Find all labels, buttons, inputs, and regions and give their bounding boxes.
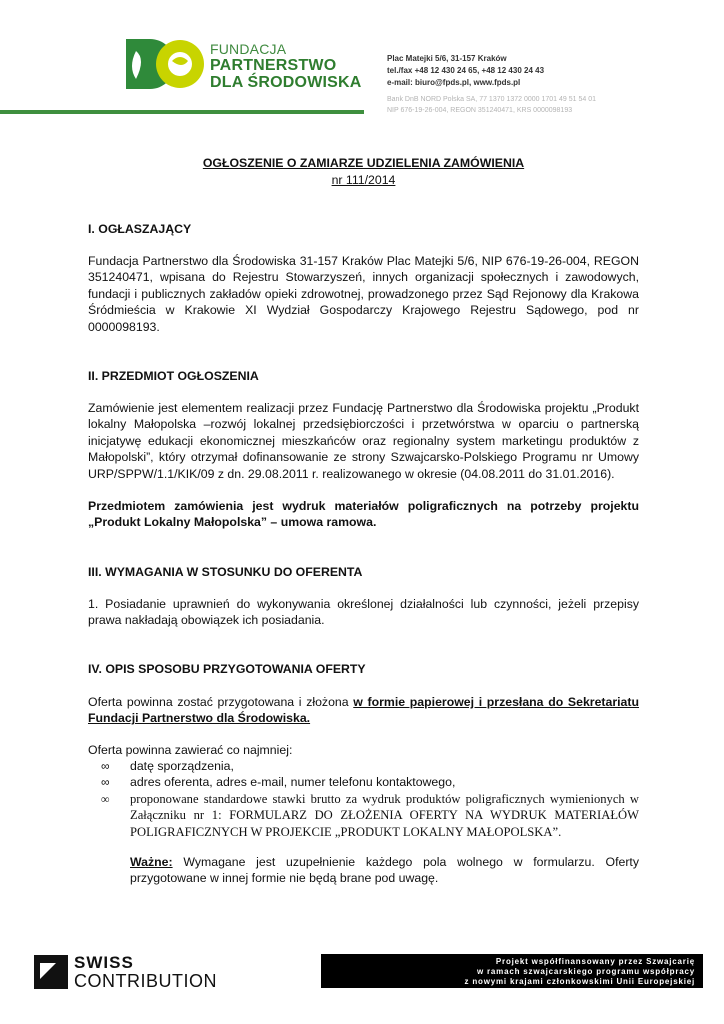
infinity-bullet-icon: ∞ (101, 775, 110, 790)
contact-address: Plac Matejki 5/6, 31-157 Kraków (387, 54, 507, 63)
section-text-offer-preparation (88, 694, 639, 727)
section-heading-announcer: I. OGŁASZAJĄCY (88, 222, 192, 236)
arrow-icon (34, 955, 68, 989)
foundation-logo-mark (124, 37, 206, 91)
section-text-announcer: Fundacja Partnerstwo dla Środowiska 31-157 Kraków Plac Matejki 5/6, NIP 676-19-26-004, REGON 351240471, wpisana do Rejestru Stowarzyszeń, innych organizacji społecznych i zawodowych, fundacji i publicznych zakładów opieki zdrowotnej, prowadzonego przez Sąd Rejonowy dla Krakowa Śródmieścia w Krakowie XI Wydział Gospodarczy Krajowego Rejestru Sądowego, pod nr 0000098193. (88, 254, 639, 334)
section-heading-subject: II. PRZEDMIOT OGŁOSZENIA (88, 369, 259, 383)
cofinancing-line-2: w ramach szwajcarskiego programu współpracy (476, 967, 695, 976)
document-title: OGŁOSZENIE O ZAMIARZE UDZIELENIA ZAMÓWIENIA (202, 156, 525, 170)
offer-contents-list (101, 758, 639, 840)
section-heading-requirements: III. WYMAGANIA W STOSUNKU DO OFERENTA (88, 565, 363, 579)
list-item: ∞ adres oferenta, adres e-mail, numer telefonu kontaktowego, (101, 775, 456, 790)
document-number (88, 172, 639, 188)
contact-email: e-mail: biuro@fpds.pl, www.fpds.pl (387, 78, 521, 87)
section-text-requirements: 1. Posiadanie uprawnień do wykonywania określonej działalności lub czynności, jeżeli przepisy prawa nakładają obowiązek ich posiadania. (88, 597, 639, 628)
important-note-text: Wymagane jest uzupełnienie każdego pola wolnego w formularzu. Oferty przygotowane w innej formie nie będą brane pod uwagę. (130, 855, 639, 886)
cofinancing-line-3: z nowymi krajami członkowskimi Unii Europejskiej (464, 977, 695, 986)
header-divider (0, 110, 364, 114)
org-name-line-2: PARTNERSTWO (210, 57, 337, 74)
offer-contents-intro: Oferta powinna zawierać co najmniej: (88, 743, 293, 757)
org-name-line-3: DLA ŚRODOWISKA (210, 74, 362, 91)
contact-phone: tel./fax +48 12 430 24 65, +48 12 430 24 43 (387, 66, 545, 75)
bank-account: Bank DnB NORD Polska SA, 77 1370 1372 0000 1701 49 51 54 01 (387, 96, 596, 103)
swiss-wordmark: SWISS (74, 953, 134, 972)
list-item: ∞ proponowane standardowe stawki brutto za wydruk produktów poligraficznych wymienionych w Załączniku nr 1: FORMULARZ DO ZŁOŻENIA OFERTY NA WYDRUK MATERIAŁÓW POLIGRAFICZNYCH W PROJEKCIE „PRODUKT LOKALNY MAŁOPOLSKA”. (101, 791, 639, 839)
org-name-line-1: FUNDACJA (210, 41, 287, 57)
section-heading-offer-preparation: IV. OPIS SPOSOBU PRZYGOTOWANIA OFERTY (88, 662, 366, 676)
list-item: ∞ datę sporządzenia, (101, 759, 234, 773)
important-note-label: Ważne: (130, 855, 173, 869)
offer-text-plain: Oferta powinna zostać przygotowana i złożona (88, 695, 354, 709)
important-note (130, 854, 639, 887)
document-number-text: nr 111/2014 (331, 173, 396, 187)
registry-numbers: NIP 676-19-26-004, REGON 351240471, KRS 0000098193 (387, 107, 573, 114)
infinity-bullet-icon: ∞ (101, 759, 110, 773)
infinity-bullet-icon: ∞ (101, 791, 110, 806)
section-text-subject: Zamówienie jest elementem realizacji przez Fundację Partnerstwo dla Środowiska projektu „Produkt lokalny Małopolska –rozwój lokalnej przedsiębiorczości i przetwórstwa w oparciu o partnerską inicjatywę edukacji ekonomicznej mieszkańców oraz regionalny system marketingu produktów z Małopolski”, który otrzymał dofinansowanie ze strony Szwajcarsko-Polskiego Programu nr Umowy URP/SPPW/1.1/KIK/09 z dn. 29.08.2011 r. realizowanego w okresie (04.08.2011 do 31.01.2016). (88, 401, 639, 481)
section-text-subject-emphasis: Przedmiotem zamówienia jest wydruk materiałów poligraficznych na potrzeby projektu „Produkt Lokalny Małopolska” – umowa ramowa. (88, 499, 639, 530)
offer-text-underlined: w formie papierowej i przesłana do Sekretariatu Fundacji Partnerstwo dla Środowiska. (88, 695, 639, 726)
cofinancing-line-1: Projekt współfinansowany przez Szwajcarię (495, 957, 695, 966)
contribution-wordmark: CONTRIBUTION (74, 971, 217, 991)
